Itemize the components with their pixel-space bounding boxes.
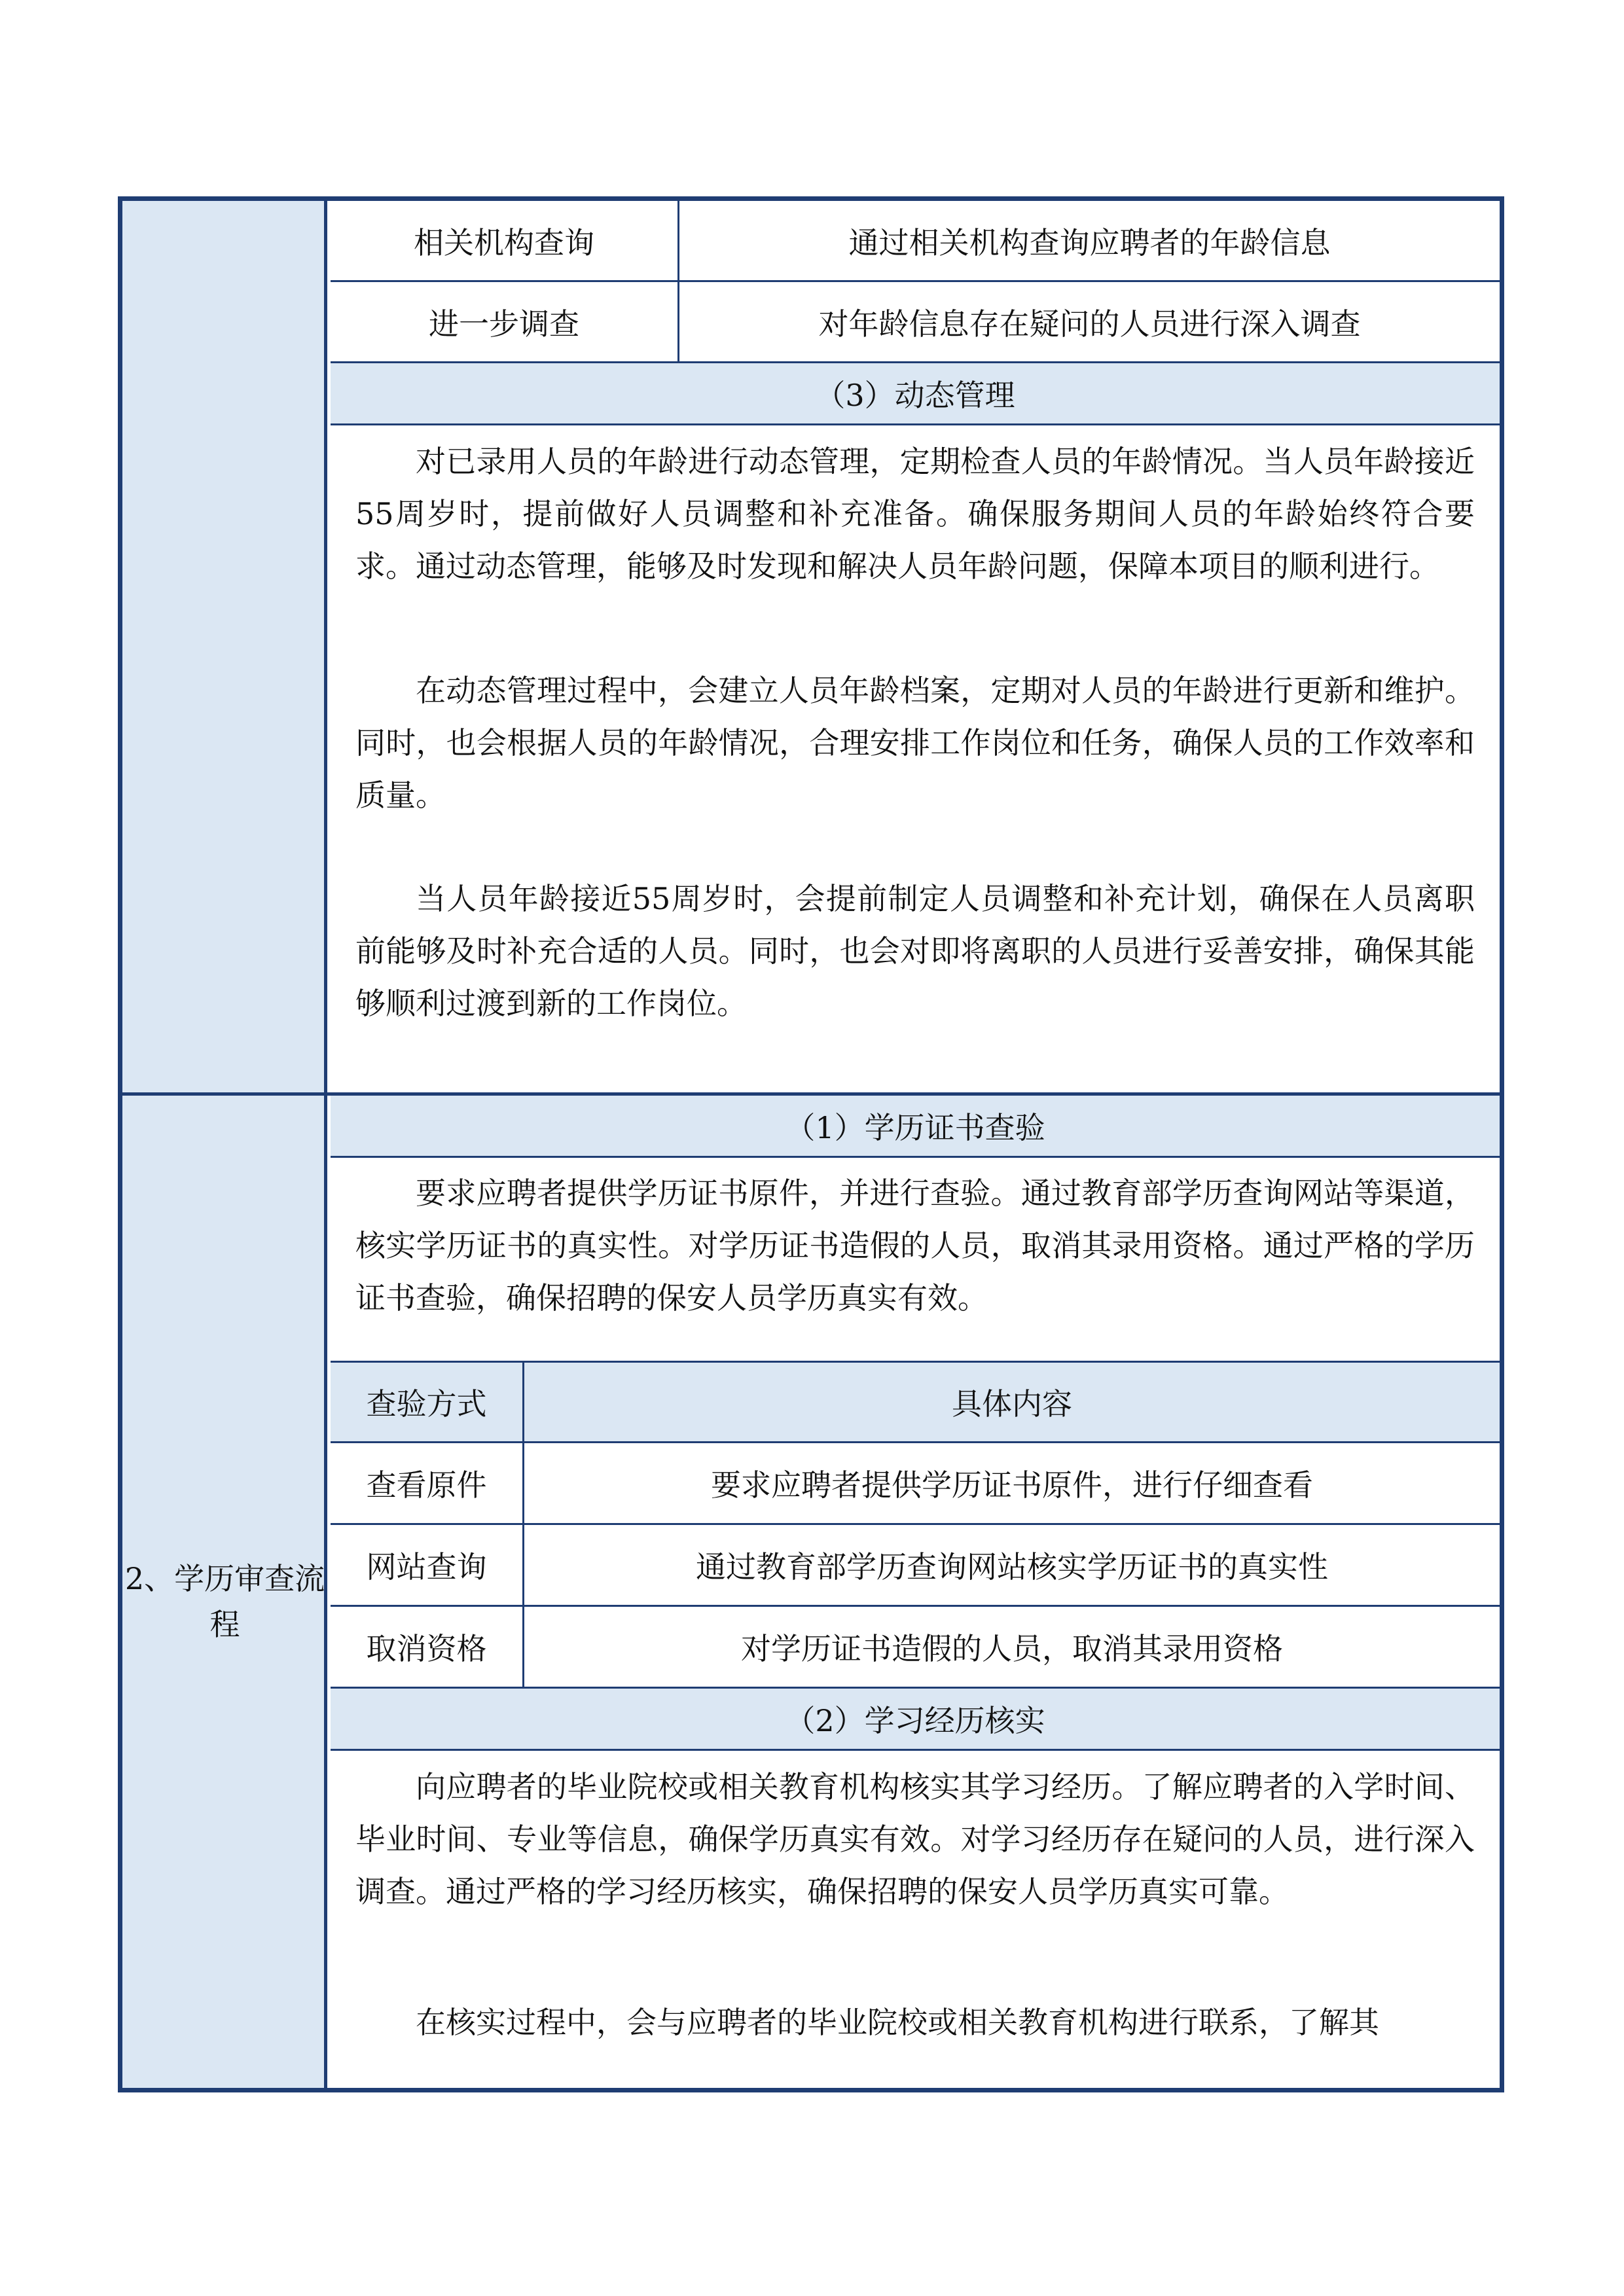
cert-method-1: 查看原件 xyxy=(366,1467,487,1503)
age-content-1: 通过相关机构查询应聘者的年龄信息 xyxy=(848,224,1331,260)
column-divider xyxy=(522,1363,524,1687)
divider xyxy=(331,1749,1500,1751)
divider xyxy=(331,1156,1500,1158)
cert-content-3: 对学历证书造假的人员，取消其录用资格 xyxy=(741,1631,1283,1666)
dynamic-paragraph-1: 对已录用人员的年龄进行动态管理，定期检查人员的年龄情况。当人员年龄接近55周岁时，提前做好人员调整和补充准备。确保服务期间人员的年龄始终符合要求。通过动态管理，能够及时发现和解决人员年龄问题，保障本项目的顺利进行。 xyxy=(355,444,1475,584)
study-paragraph-1: 向应聘者的毕业院校或相关教育机构核实其学习经历。了解应聘者的入学时间、毕业时间、专业等信息，确保学历真实有效。对学习经历存在疑问的人员，进行深入调查。通过严格的学习经历核实，确保招聘的保安人员学历真实可靠。 xyxy=(355,1769,1475,1909)
section-label: 2、学历审查流程 xyxy=(124,1561,325,1642)
cert-content-1: 要求应聘者提供学历证书原件，进行仔细查看 xyxy=(711,1467,1313,1503)
main-column xyxy=(331,201,1500,2088)
cert-method-2: 网站查询 xyxy=(366,1549,487,1585)
divider xyxy=(331,423,1500,425)
age-method-2: 进一步调查 xyxy=(429,306,579,342)
column-divider xyxy=(677,201,679,361)
age-method-1: 相关机构查询 xyxy=(414,224,594,260)
study-title: （2）学习经历核实 xyxy=(785,1703,1045,1738)
study-paragraph-2: 在核实过程中，会与应聘者的毕业院校或相关教育机构进行联系，了解其 xyxy=(416,2005,1379,2040)
dynamic-title: （3）动态管理 xyxy=(815,378,1015,413)
cert-header-content: 具体内容 xyxy=(952,1386,1072,1422)
dynamic-paragraph-2: 在动态管理过程中，会建立人员年龄档案，定期对人员的年龄进行更新和维护。同时，也会根据人员的年龄情况，合理安排工作岗位和任务，确保人员的工作效率和质量。 xyxy=(355,673,1475,813)
cert-header-method: 查验方式 xyxy=(366,1386,487,1422)
left-row-divider xyxy=(122,1092,331,1096)
cert-content-2: 通过教育部学历查询网站核实学历证书的真实性 xyxy=(696,1549,1328,1585)
cert-paragraph: 要求应聘者提供学历证书原件，并进行查验。通过教育部学历查询网站等渠道，核实学历证书的真实性。对学历证书造假的人员，取消其录用资格。通过严格的学历证书查验，确保招聘的保安人员学历真实有效。 xyxy=(355,1175,1475,1316)
left-column xyxy=(122,201,327,2088)
dynamic-paragraph-3: 当人员年龄接近55周岁时，会提前制定人员调整和补充计划，确保在人员离职前能够及时补充合适的人员。同时，也会对即将离职的人员进行妥善安排，确保其能够顺利过渡到新的工作岗位。 xyxy=(355,881,1475,1021)
cert-method-3: 取消资格 xyxy=(366,1631,487,1666)
age-content-2: 对年龄信息存在疑问的人员进行深入调查 xyxy=(818,306,1361,342)
content-table xyxy=(118,196,1504,2092)
cert-title: （1）学历证书查验 xyxy=(785,1110,1045,1145)
